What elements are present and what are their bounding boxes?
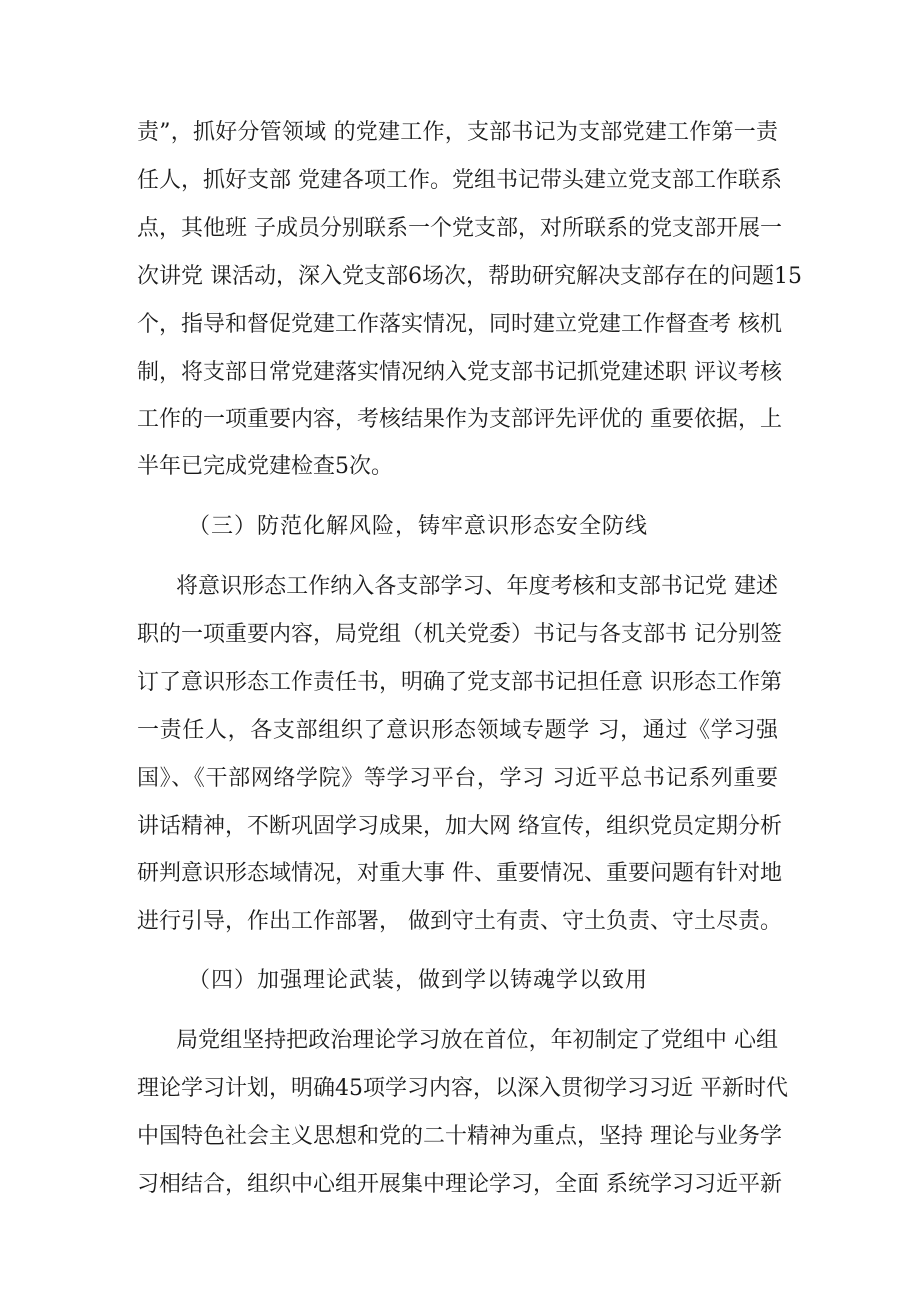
text-line: 工作的一项重要内容，考核结果作为支部评先评优的 重要依据，上 [137, 407, 782, 432]
text-line: 责”，抓好分管领域 的党建工作，支部书记为支部党建工作第一责 [137, 120, 778, 145]
section-heading-3: （三）防范化解风险，铸牢意识形态安全防线 [188, 514, 649, 539]
text-line: 进行引导，作出工作部署， 做到守土有责、守土负责、守土尽责。 [137, 909, 782, 934]
text-line: 讲话精神，不断巩固学习成果，加大网 络宣传，组织党员定期分析 [137, 814, 782, 839]
text-line: 订了意识形态工作责任书，明确了党支部书记担任意 识形态工作第 [137, 670, 782, 695]
text-line: 个，指导和督促党建工作落实情况，同时建立党建工作督查考 核机 [137, 312, 782, 337]
text-line: 次讲党 课活动，深入党支部6场次，帮助研究解决支部存在的问题15 [137, 264, 802, 289]
text-line: 理论学习计划，明确45项学习内容，以深入贯彻学习习近 平新时代 [137, 1076, 788, 1101]
text-line: 半年已完成党建检查5次。 [137, 454, 393, 479]
text-line: 职的一项重要内容，局党组（机关党委）书记与各支部书 记分别签 [137, 622, 782, 647]
text-line: 任人，抓好支部 党建各项工作。党组书记带头建立党支部工作联系 [137, 168, 782, 193]
section-heading-4: （四）加强理论武装，做到学以铸魂学以致用 [188, 968, 649, 993]
text-line: 中国特色社会主义思想和党的二十精神为重点，坚持 理论与业务学 [137, 1124, 782, 1149]
text-line: 一责任人，各支部组织了意识形态领域专题学 习，通过《学习强 [137, 718, 778, 743]
text-line: 局党组坚持把政治理论学习放在首位，年初制定了党组中 心组 [176, 1028, 778, 1053]
text-line: 点，其他班 子成员分别联系一个党支部，对所联系的党支部开展一 [137, 216, 782, 241]
text-line: 国》、《干部网络学院》等学习平台，学习 习近平总书记系列重要 [137, 766, 778, 791]
text-line: 将意识形态工作纳入各支部学习、年度考核和支部书记党 建述 [176, 574, 778, 599]
text-line: 研判意识形态域情况，对重大事 件、重要情况、重要问题有针对地 [137, 861, 782, 886]
text-line: 制，将支部日常党建落实情况纳入党支部书记抓党建述职 评议考核 [137, 360, 782, 385]
text-line: 习相结合，组织中心组开展集中理论学习，全面 系统学习习近平新 [137, 1172, 782, 1197]
